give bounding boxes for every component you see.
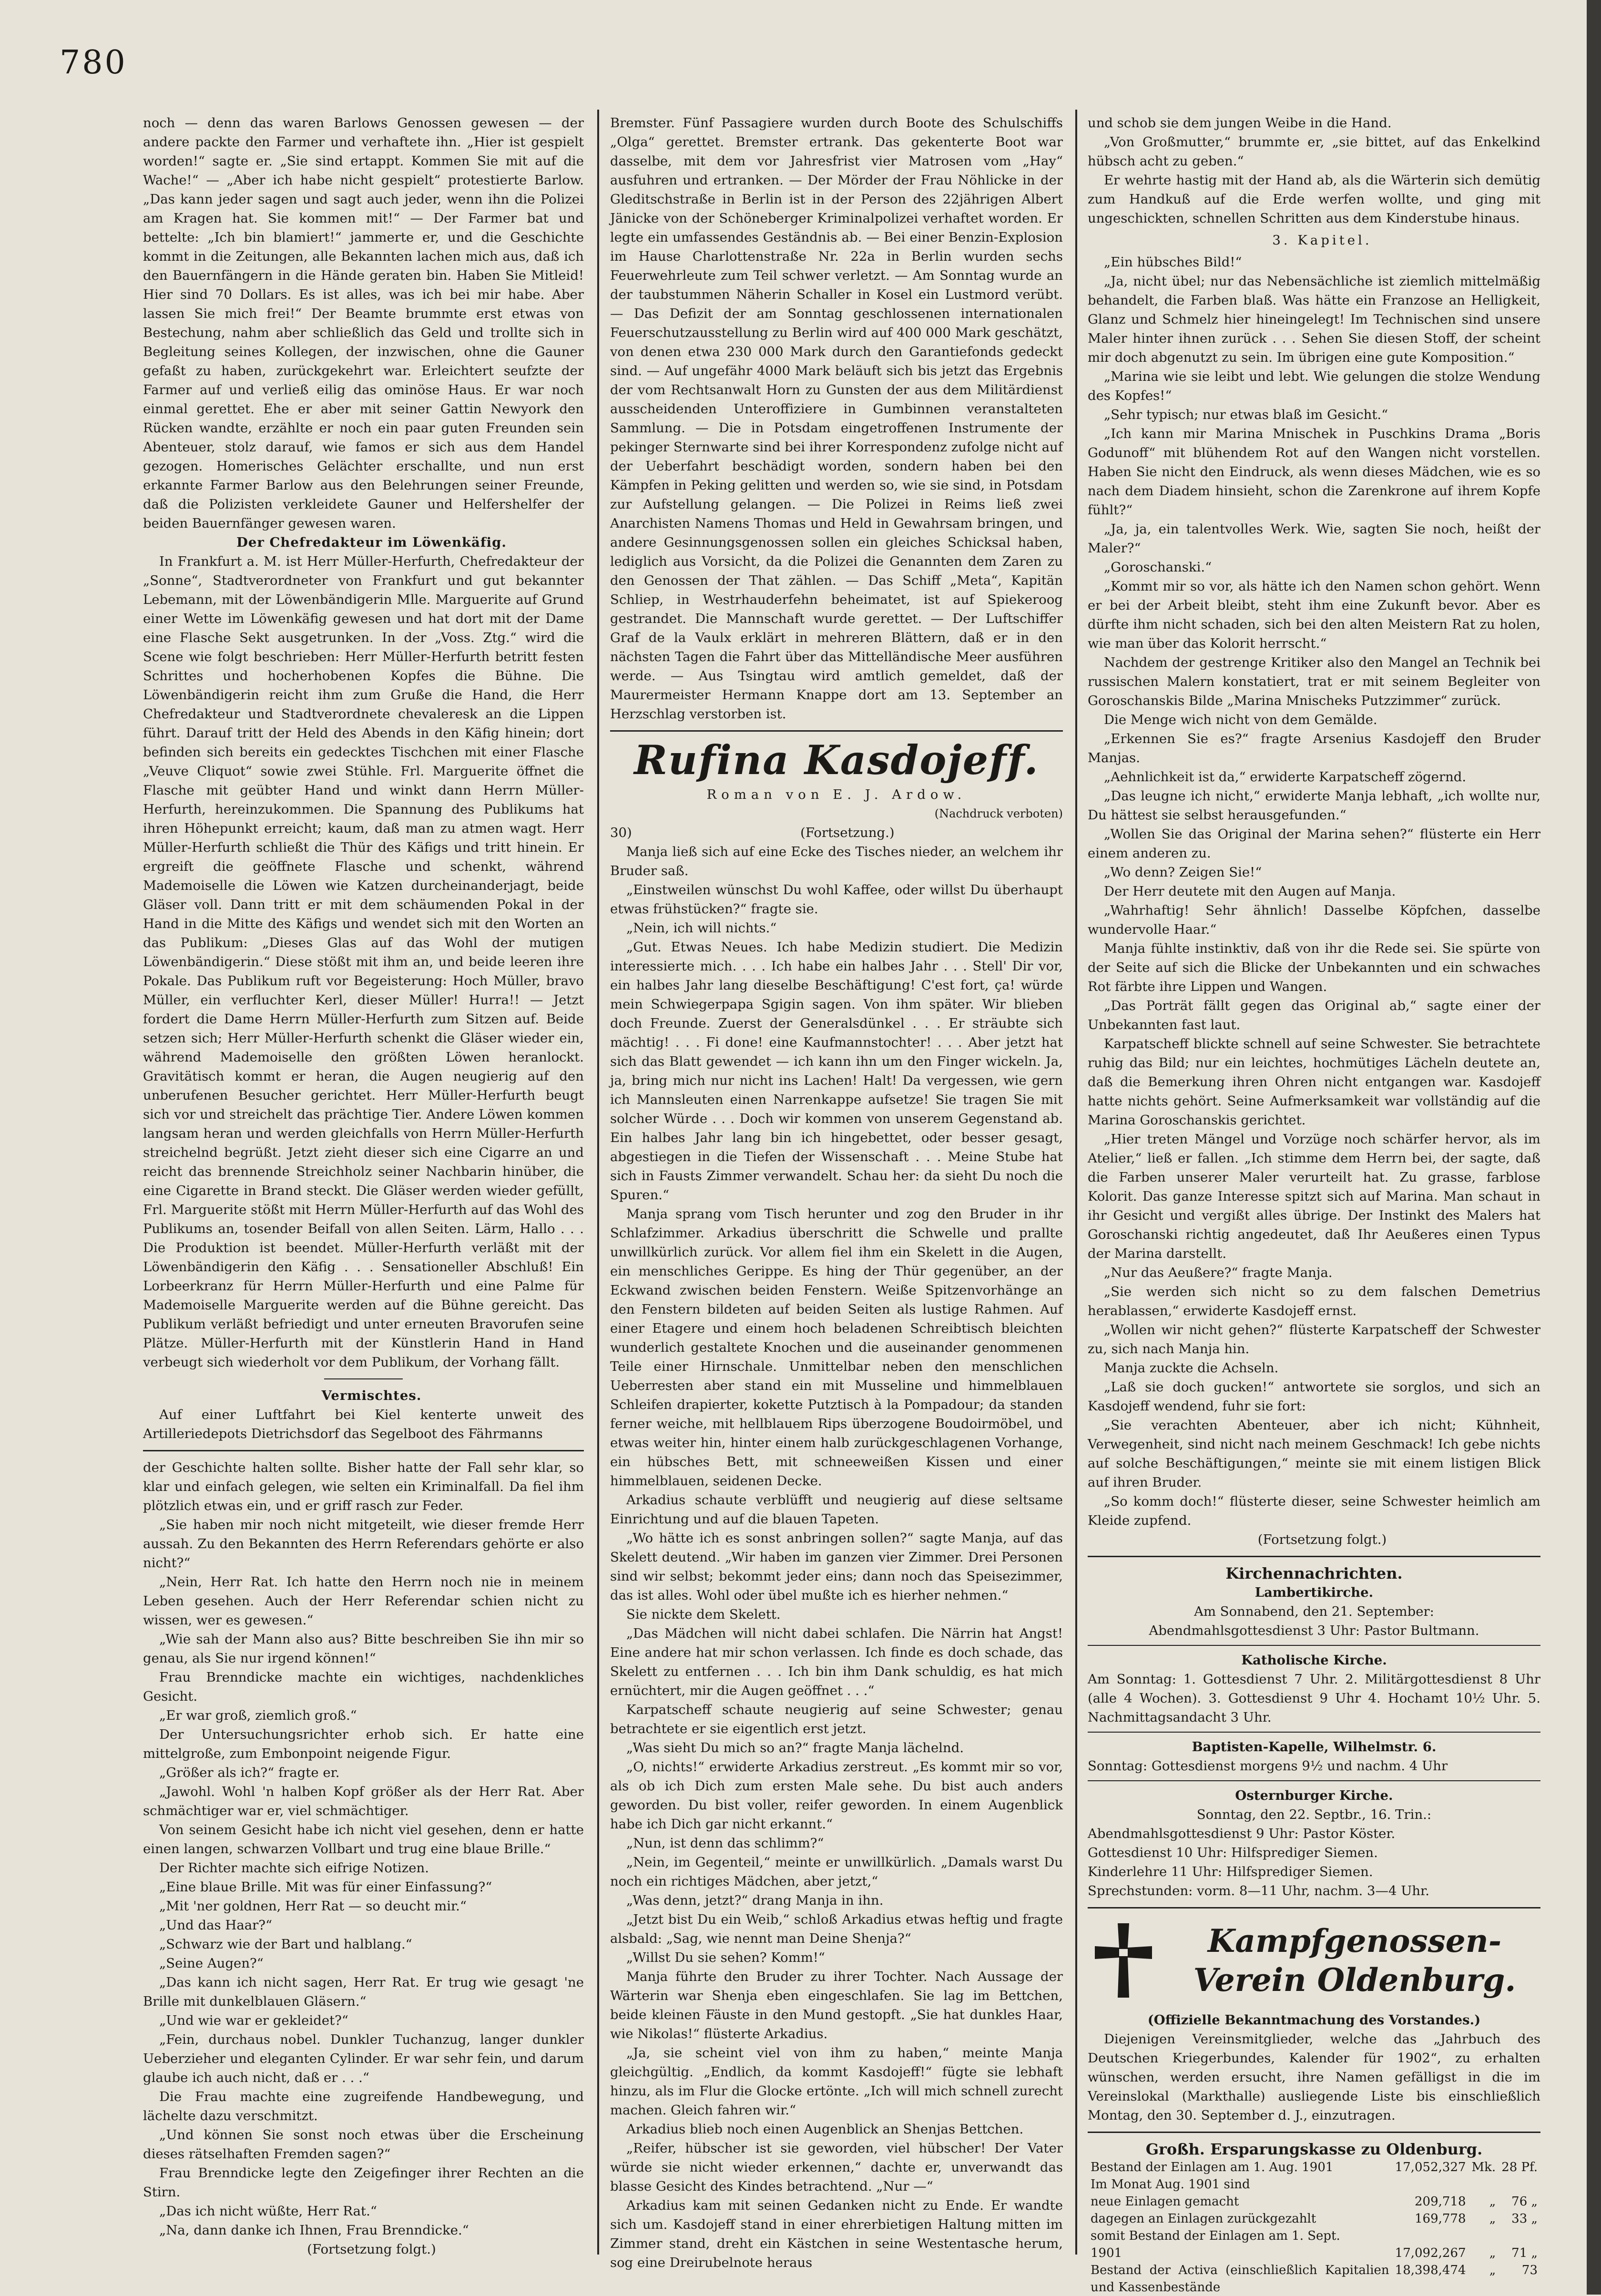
novel-text: „Das Mädchen will nicht dabei schlafen. Die Närrin hat Angst! Eine andere hat mir schon verlassen. Ich finde es doch schade, das Skelett zu entfernen . . . Ich bin ihm Dank schuldig, es hat mich ernüchtert, mir die Augen geöffnet . . .“ <box>610 1626 1063 1698</box>
catholic-title: Katholische Kirche. <box>1241 1653 1387 1668</box>
table-row <box>1088 2227 1540 2245</box>
novel-text: Arkadius blieb noch einen Augenblick an Shenjas Bettchen. <box>626 2122 1024 2137</box>
novel-text: „Sie werden sich nicht so zu dem falschen Demetrius herablassen,“ erwiderte Kasdojeff ernst. <box>1088 1284 1540 1318</box>
table-row <box>1088 2245 1540 2262</box>
savings-m <box>1469 2227 1499 2245</box>
story-text: „Jawohl. Wohl 'n halben Kopf größer als der Herr Rat. Aber schmächtiger war er, viel schmächtiger. <box>143 1784 584 1818</box>
table-row <box>1088 2262 1540 2296</box>
savings-value: 169,778 <box>1415 2212 1466 2226</box>
savings-table <box>1088 2159 1540 2296</box>
savings-value: 17,052,327 <box>1395 2160 1466 2174</box>
kampfgenossen-text: Diejenigen Vereinsmitglieder, welche das „Jahrbuch des Deutschen Kriegerbundes, Kalender für 1902“, zu erhalten wünschen, werden ersucht, ihre Namen gefälligst in die im Vereinslokal (Markthalle) ausliegende Liste bis einschließlich Montag, den 30. September d. J., einzutragen. <box>1088 2031 1540 2123</box>
novel-text: „Nun, ist denn das schlimm?“ <box>626 1836 824 1851</box>
story-text: „Na, dann danke ich Ihnen, Frau Brenndicke.“ <box>159 2223 469 2238</box>
catholic-text: Am Sonntag: 1. Gottesdienst 7 Uhr. 2. Militärgottesdienst 8 Uhr (alle 4 Wochen). 3. Gottesdienst 9 Uhr 4. Hochamt 10½ Uhr. 5. Nachmittagsandacht 3 Uhr. <box>1088 1672 1540 1725</box>
savings-m <box>1469 2176 1499 2193</box>
savings-m: „ <box>1489 2263 1496 2277</box>
story-text: „Und können Sie sonst noch etwas über die Erscheinung dieses rätselhaften Fremden sagen?“ <box>143 2127 584 2162</box>
savings-value: 17,092,267 <box>1395 2246 1466 2260</box>
iron-cross-icon <box>1088 1915 1159 2006</box>
novel-text: „Von Großmutter,“ brummte er, „sie bittet, auf das Enkelkind hübsch acht zu geben.“ <box>1088 134 1540 169</box>
novel-text: Arkadius kam mit seinen Gedanken nicht zu Ende. Er wandte sich um. Kasdojeff stand in einer ehrerbietigen Haltung mitten im Zimmer stand, dreht ein Kästchen in seine Westentasche herum, sog eine Dreirubelnote heraus <box>610 2198 1063 2270</box>
savings-value: 209,718 <box>1415 2194 1466 2209</box>
savings-m: Mk. <box>1471 2160 1496 2174</box>
novel-text: „Sehr typisch; nur etwas blaß im Gesicht.“ <box>1104 407 1388 422</box>
savings-pf: 76 „ <box>1511 2194 1538 2209</box>
article-heading: Der Chefredakteur im Löwenkäfig. <box>236 535 507 550</box>
novel-text: Sie nickte dem Skelett. <box>626 1607 781 1622</box>
story-text: „Größer als ich?“ fragte er. <box>159 1765 340 1780</box>
novel-text: Manja zuckte die Achseln. <box>1104 1360 1279 1376</box>
novel-text: und schob sie dem jungen Weibe in die Hand. <box>1088 115 1392 131</box>
novel-text: Manja führte den Bruder zu ihrer Tochter. Nach Aussage der Wärterin war Shenja eben eingeschlafen. Sie lag im Bettchen, beide kleinen Fäuste in den Mund gestopft. „Sie hat dunkles Haar, wie Nikolas!“ flüsterte Arkadius. <box>610 1969 1063 2041</box>
novel-text: „Aehnlichkeit ist da,“ erwiderte Karpatscheff zögernd. <box>1104 769 1467 785</box>
novel-text: „Laß sie doch gucken!“ antwortete sie sorglos, und sich an Kasdojeff wendend, fuhr sie fort: <box>1088 1379 1540 1414</box>
story-text: Der Richter machte sich eifrige Notizen. <box>159 1860 429 1876</box>
divider <box>1088 1732 1540 1733</box>
novel-text: „Das Porträt fällt gegen das Original ab,“ sagte einer der Unbekannten fast laut. <box>1088 998 1540 1032</box>
novel-text: Manja ließ sich auf eine Ecke des Tisches nieder, an welchem ihr Bruder saß. <box>610 844 1063 878</box>
divider <box>1088 2132 1540 2133</box>
story-text: „Seine Augen?“ <box>159 1956 264 1971</box>
novel-text: „Willst Du sie sehen? Komm!“ <box>626 1950 825 1965</box>
church-line: Abendmahlsgottesdienst 3 Uhr: Pastor Bultmann. <box>1149 1623 1479 1638</box>
novel-text: „Ja, sie scheint viel von ihm zu haben,“ meinte Manja gleichgültig. „Endlich, da kommt Kasdojeff!“ fügte sie lebhaft hinzu, als im Flur die Glocke ertönte. „Ich will mich schnell zurecht machen. Gleich fahren wir.“ <box>610 2045 1063 2118</box>
article-text: Auf einer Luftfahrt bei Kiel kenterte unweit des Artilleriedepots Dietrichsdorf das Segelboot des Fährmanns <box>143 1407 584 1441</box>
novel-text: „Marina wie sie leibt und lebt. Wie gelungen die stolze Wendung des Kopfes!“ <box>1088 369 1540 403</box>
copyright-note: (Nachdruck verboten) <box>934 807 1063 820</box>
osternburg-line: Kinderlehre 11 Uhr: Hilfsprediger Siemen. <box>1088 1864 1373 1879</box>
osternburg-line: Gottesdienst 10 Uhr: Hilfsprediger Siemen. <box>1088 1845 1378 1860</box>
novel-text: „Nein, ich will nichts.“ <box>626 920 777 936</box>
novel-text: „Nur das Aeußere?“ fragte Manja. <box>1104 1265 1333 1280</box>
savings-label: Bestand der Einlagen am 1. Aug. 1901 <box>1091 2160 1334 2174</box>
savings-pf: 28 Pf. <box>1501 2160 1538 2174</box>
kampfgenossen-ad <box>1088 1915 1540 2133</box>
novel-text: „Hier treten Mängel und Vorzüge noch schärfer hervor, als im Atelier,“ ließ er fallen. „Ich stimme dem Herrn bei, der sagte, daß die Farben unserer Maler verurteilt hat. Zu grasse, farblose Kolorit. Das ganze Interesse spitzt sich auf Marina. Man schaut in ihr Gesicht und vergißt alles übrige. Der Instinkt des Malers hat Goroschanski richtig angedeutet, daß Ihr Aeußeres einen Typus der Marina darstellt. <box>1088 1132 1540 1261</box>
story-text: der Geschichte halten sollte. Bisher hatte der Fall sehr klar, so klar und einfach gelegen, wie selten ein Kriminalfall. Da fiel ihm plötzlich etwas ein, und er griff rasch zur Feder. <box>143 1460 584 1513</box>
novel-text: „Das leugne ich nicht,“ erwiderte Manja lebhaft, „ich wollte nur, Du hättest sie selbst herausgefunden.“ <box>1088 788 1540 823</box>
divider <box>324 1378 403 1379</box>
savings-pf: 33 „ <box>1511 2212 1538 2226</box>
novel-text: Manja sprang vom Tisch herunter und zog den Bruder in ihr Schlafzimmer. Arkadius überschritt die Schwelle und prallte unwillkürlich zurück. Vor allem fiel ihm ein Skelett in die Augen, ein menschliches Gerippe. Es hing der Thür gegenüber, an der Eckwand zwischen beiden Fenstern. Weiße Spitzenvorhänge an den Fenstern bildeten auf beiden Seiten als lustige Rahmen. Auf einer Etagere und einem hoch beladenen Schreibtisch bleichten wunderlich gestaltete Knochen und die auseinander genommenen Teile einer Hirnschale. Unmittelbar neben den menschlichen Ueberresten aber stand ein mit Musseline und himmelblauen Schleifen drapierter, kokette Putztisch à la Pompadour; da standen ferner weiche, mit hellblauem Rips überzogene Boudoirmöbel, und etwas weiter hin, hinter einem halb zurückgeschlagenen Vorhange, ein hübsches Bett, mit schneeweißen Kissen und einer himmelblauen, seidenen Decke. <box>610 1206 1063 1489</box>
article-text: noch — denn das waren Barlows Genossen gewesen — der andere packte den Farmer und verhaftete ihn. „Hier ist gespielt worden!“ sagte er. „Sie sind ertappt. Kommen Sie mit auf die Wache!“ — „Aber ich habe nicht gespielt“ protestierte Barlow. „Das kann jeder sagen und sagt auch jeder, wenn ihn die Polizei am Kragen hat. Sie kommen mit!“ — Der Farmer bat und bettelte: „Ich bin blamiert!“ jammerte er, und die Geschichte kommt in die Zeitungen, alle Bekannten lachen mich aus, daß ich den Bauernfängern in die Hände geraten bin. Haben Sie Mitleid! Hier sind 70 Dollars. Es ist alles, was ich bei mir habe. Aber lassen Sie mich frei!“ Der Beamte brummte erst etwas von Bestechung, nahm aber schließlich das Geld und trollte sich in Begleitung seines Kollegen, der inzwischen, ohne die Gauner gefaßt zu haben, zurückgekehrt war. Erleichtert seufzte der Farmer auf und verließ eilig das ominöse Haus. Er war noch einmal gerettet. Ehe er aber mit seiner Gattin Newyork den Rücken wandte, erzählte er noch ein paar guten Freunden sein Abenteuer, stolz darauf, wie famos er sich aus dem Handel gezogen. Homerisches Gelächter erschallte, und nun erst erkannte Farmer Barlow aus den Belehrungen seiner Freunde, daß die Polizisten verkleidete Gauner und Helfershelfer der beiden Bauernfänger gewesen waren. <box>143 115 584 531</box>
novel-text: „Goroschanski.“ <box>1104 560 1212 575</box>
savings-value <box>1392 2227 1469 2245</box>
savings-label: Im Monat Aug. 1901 sind <box>1091 2177 1250 2192</box>
table-row <box>1088 2176 1540 2193</box>
novel-text: Er wehrte hastig mit der Hand ab, als die Wärterin sich demütig zum Handkuß auf die Erde werfen wollte, und ging mit ungeschickten, schnellen Schritten aus dem Kinderstube hinaus. <box>1088 173 1540 226</box>
story-text: „Das ich nicht wüßte, Herr Rat.“ <box>159 2204 377 2219</box>
novel-text: „Wo hätte ich es sonst anbringen sollen?“ sagte Manja, auf das Skelett deutend. „Wir haben im ganzen vier Zimmer. Drei Personen sind wir selbst; bekommt jeder eins; dann noch das Speisezimmer, das ist alles. Wohl oder übel mußte ich es hierher nehmen.“ <box>610 1531 1063 1603</box>
story-text: „Mit 'ner goldnen, Herr Rat — so deucht mir.“ <box>159 1898 467 1914</box>
osternburg-line: Sprechstunden: vorm. 8—11 Uhr, nachm. 3—4 Uhr. <box>1088 1883 1429 1898</box>
divider <box>1088 1907 1540 1908</box>
novel-text: „Einstweilen wünschst Du wohl Kaffee, oder willst Du überhaupt etwas frühstücken?“ fragte sie. <box>610 882 1063 917</box>
savings-pf: 71 „ <box>1511 2246 1538 2260</box>
story-text: „Wie sah der Mann also aus? Bitte beschreiben Sie ihn mir so genau, als Sie nur irgend können!“ <box>143 1632 584 1666</box>
novel-text: „Wollen wir nicht gehen?“ flüsterte Karpatscheff der Schwester zu, sich nach Manja hin. <box>1088 1322 1540 1357</box>
column-rule <box>597 110 599 2255</box>
novel-text: „Wo denn? Zeigen Sie!“ <box>1104 865 1262 880</box>
savings-bank-ad <box>1088 2140 1540 2296</box>
column-middle <box>610 113 1063 2270</box>
installment-note: (Fortsetzung.) <box>800 825 895 840</box>
continuation-note: (Fortsetzung folgt.) <box>1257 1532 1387 1547</box>
novel-text: „Wollen Sie das Original der Marina sehen?“ flüsterte ein Herr einem anderen zu. <box>1088 827 1540 861</box>
savings-value <box>1392 2176 1469 2193</box>
page-number: 780 <box>60 44 127 82</box>
novel-text: „Nein, im Gegenteil,“ meinte er unwillkürlich. „Damals warst Du noch ein richtiges Mädchen, aber jetzt,“ <box>610 1855 1063 1889</box>
story-text: „Eine blaue Brille. Mit was für einer Einfassung?“ <box>159 1879 492 1895</box>
divider <box>1088 1645 1540 1646</box>
novel-text: „Jetzt bist Du ein Weib,“ schloß Arkadius etwas heftig und fragte alsbald: „Sag, wie nennt man Deine Shenja?“ <box>610 1912 1063 1946</box>
story-text: Die Frau machte eine zugreifende Handbewegung, und lächelte dazu verschmitzt. <box>143 2089 584 2123</box>
novel-text: „So komm doch!“ flüsterte dieser, seine Schwester heimlich am Kleide zupfend. <box>1088 1494 1540 1528</box>
installment-number: 30) <box>610 825 632 840</box>
novel-text: „Reifer, hübscher ist sie geworden, viel hübscher! Der Vater würde sie nicht wieder erkennen,“ dachte er, unverwandt das blasse Gesicht des Kindes betrachtend. „Nur —“ <box>610 2141 1063 2194</box>
page-edge <box>1587 0 1601 2295</box>
osternburg-line: Abendmahlsgottesdienst 9 Uhr: Pastor Köster. <box>1088 1826 1396 1841</box>
table-row <box>1088 2193 1540 2210</box>
story-text: „Und das Haar?“ <box>159 1918 273 1933</box>
savings-label: Bestand der Activa (einschließlich Kapitalien und Kassenbestände <box>1091 2263 1389 2295</box>
novel-text: „Ja, nicht übel; nur das Nebensächliche ist ziemlich mittelmäßig behandelt, die Farben blaß. Was hätte ein Franzose an Helligkeit, Glanz und Schmelz hier hineingelegt! Im Technischen sind unsere Maler hinter ihnen zurück . . . Sehen Sie diesen Stoff, der scheint mir doch abgenutzt zu sein. Im übrigen eine gute Komposition.“ <box>1088 274 1540 365</box>
savings-pf: 73 <box>1521 2263 1538 2277</box>
novel-text: Karpatscheff schaute neugierig auf seine Schwester; genau betrachtete er sie eigentlich erst jetzt. <box>610 1702 1063 1736</box>
novel-text: „Ich kann mir Marina Mnischek in Puschkins Drama „Boris Godunoff“ mit blühendem Rot auf den Wangen nicht vorstellen. Haben Sie nicht den Eindruck, als wenn dieses Mädchen, wie es so nach dem Diadem hinsieht, schon die Zarenkrone auf ihrem Kopfe fühlt?“ <box>1088 426 1540 518</box>
column-left <box>143 113 584 2257</box>
novel-author: Roman von E. J. Ardow. <box>706 787 967 802</box>
story-text: Frau Brenndicke legte den Zeigefinger ihrer Rechten an die Stirn. <box>143 2165 584 2200</box>
story-text: Frau Brenndicke machte ein wichtiges, nachdenkliches Gesicht. <box>143 1670 584 1704</box>
novel-text: „Was denn, jetzt?“ drang Manja in ihn. <box>626 1893 884 1908</box>
savings-m: „ <box>1489 2246 1496 2260</box>
story-text: „Fein, durchaus nobel. Dunkler Tuchanzug, langer dunkler Ueberzieher und eleganten Cylinder. Er war sehr fein, und darum glaube ich auch nicht, daß er . . .“ <box>143 2032 584 2085</box>
story-text: „Er war groß, ziemlich groß.“ <box>159 1708 357 1723</box>
novel-text: „Ja, ja, ein talentvolles Werk. Wie, sagten Sie noch, heißt der Maler?“ <box>1088 521 1540 556</box>
novel-text: „Sie verachten Abenteuer, aber ich nicht; Kühnheit, Verwegenheit, sind nicht nach meinem Geschmack! Ich gebe nichts auf solche Beschäftigungen,“ meinte sie mit einem listigen Blick auf ihren Bruder. <box>1088 1418 1540 1490</box>
article-text: In Frankfurt a. M. ist Herr Müller-Herfurth, Chefredakteur der „Sonne“, Stadtverordneter von Frankfurt und gut bekannter Lebemann, mit der Löwenbändigerin Mlle. Marguerite auf Grund einer Wette im Löwenkäfig gewesen und hat dort mit der Dame eine Flasche Sekt ausgetrunken. In der „Voss. Ztg.“ wird die Scene wie folgt beschrieben: Herr Müller-Herfurth betritt festen Schrittes und hocherhobenen Kopfes die Bühne. Die Löwenbändigerin reicht ihm zum Gruße die Hand, die Herr Chefredakteur und Stadtverordnete chevaleresk an die Lippen führt. Darauf tritt der Held des Abends in den Käfig hinein; dort befinden sich bereits ein gedecktes Tischchen mit einer Flasche „Veuve Cliquot“ sowie zwei Stühle. Frl. Marguerite öffnet die Flasche mit geübter Hand und winkt dann Herrn Müller-Herfurth, hereinzukommen. Die Spannung des Publikums hat ihren Höhepunkt erreicht; kaum, daß man zu atmen wagt. Herr Müller-Herfurth schließt die Thür des Käfigs und tritt hinein. Er ergreift die geöffnete Flasche und schenkt, während Mademoiselle die Löwen wie Katzen durcheinanderjagt, beide Gläser voll. Dann tritt er mit dem schäumenden Pokal in der Hand in die Mitte des Käfigs und wendet sich mit den Worten an das Publikum: „Dieses Glas auf das Wohl der mutigen Löwenbändigerin.“ Diese stößt mit ihm an, und beide leeren ihre Pokale. Das Publikum ruft vor Begeisterung: Hoch Müller, bravo Müller, ein verfluchter Kerl, dieser Müller! Hurra!! — Jetzt fordert die Dame Herrn Müller-Herfurth zum Sitzen auf. Beide setzen sich; Herr Müller-Herfurth schenkt die Gläser wieder ein, während Mademoiselle den größten Löwen heranlockt. Gravitätisch kommt er heran, die Augen neugierig auf den unberufenen Besucher gerichtet. Herr Müller-Herfurth beugt sich vor und streichelt das prächtige Tier. Andere Löwen kommen langsam heran und werden gleichfalls von Herrn Müller-Herfurth streichelnd begrüßt. Jetzt zieht dieser sich eine Cigarre an und reicht das brennende Streichholz seiner Nachbarin hinüber, die eine Cigarette in Brand steckt. Die Gläser werden wieder gefüllt, Frl. Marguerite stößt mit Herrn Müller-Herfurth auf das Wohl des Publikums an, tosender Beifall von allen Seiten. Lärm, Hallo . . . Die Produktion ist beendet. Müller-Herfurth verläßt mit der Löwenbändigerin den Käfig . . . Sensationeller Abschluß! Ein Lorbeerkranz für Herrn Müller-Herfurth und eine Palme für Mademoiselle Marguerite werden auf die Bühne gereicht. Das Publikum verläßt befriedigt und unter erneuten Bravorufen seine Plätze. Müller-Herfurth mit der Künstlerin Hand in Hand verbeugt sich wiederholt vor dem Publikum, der Vorhang fällt. <box>143 554 584 1370</box>
osternburg-title: Osternburger Kirche. <box>1235 1788 1393 1803</box>
novel-text: „Kommt mir so vor, als hätte ich den Namen schon gehört. Wenn er bei der Arbeit bleibt, steht ihm eine Zukunft bevor. Aber es dürfte ihm nicht schaden, sich bei den alten Meistern Rat zu holen, wie man über das Kolorit herrscht.“ <box>1088 579 1540 651</box>
chapter-heading: 3. Kapitel. <box>1272 233 1372 248</box>
novel-text: Der Herr deutete mit den Augen auf Manja. <box>1104 884 1396 899</box>
church-title: Kirchennachrichten. <box>1225 1564 1403 1582</box>
church-subtitle: Lambertikirche. <box>1254 1585 1374 1600</box>
story-text: Der Untersuchungsrichter erhob sich. Er hatte eine mittelgroße, zum Embonpoint neigende Figur. <box>143 1727 584 1761</box>
news-text: Bremster. Fünf Passagiere wurden durch Boote des Schulschiffs „Olga“ gerettet. Bremster ertrank. Das gekenterte Boot war dasselbe, mit dem vor Jahresfrist vier Matrosen vom „Hay“ ausfuhren und ertranken. — Der Mörder der Frau Nöhlicke in der Gleditschstraße in Berlin ist in der Person des 22jährigen Albert Jänicke von der Schöneberger Kriminalpolizei verhaftet worden. Er legte ein umfassendes Geständnis ab. — Bei einer Benzin-Explosion im Hause Charlottenstraße Nr. 22a in Berlin wurden sechs Feuerwehrleute zum Teil schwer verletzt. — Am Sonntag wurde an der taubstummen Näherin Schaller in Kosel ein Lustmord verübt. — Das Defizit der am Sonntag geschlossenen internationalen Feuerschutzausstellung zu Berlin wird auf 400 000 Mark geschätzt, von denen etwa 230 000 Mark durch den Garantiefonds gedeckt sind. — Auf ungefähr 4000 Mark beläuft sich bis jetzt das Ergebnis der vom Rechtsanwalt Horn zu Gunsten der aus dem Militärdienst ausscheidenden Unteroffiziere in Gumbinnen veranstalteten Sammlung. — Die in Potsdam eingetroffenen Instrumente der pekinger Sternwarte sind bei ihrer Korrespondenz zufolge nicht auf der Ueberfahrt beschädigt worden, sondern haben bei den Kämpfen in Peking gelitten und werden so, wie sie sind, in Potsdam zur Aufstellung gelangen. — Die Polizei in Reims ließ zwei Anarchisten Namens Thomas und Held in Gewahrsam bringen, und andere Gesinnungsgenossen sollen ein gleiches Schicksal haben, lediglich aus Vorsicht, da die Polizei die Genannten dem Zaren zu den Genossen der That zählen. — Das Schiff „Meta“, Kapitän Schliep, in Westrhauderfehn beheimatet, ist auf Spiekeroog gestrandet. Die Mannschaft wurde gerettet. — Der Luftschiffer Graf de la Vaulx erklärt in mehreren Blättern, daß er in den nächsten Tagen die Fahrt über das Mittelländische Meer ausführen werde. — Aus Tsingtau wird amtlich gemeldet, daß der Maurermeister Hermann Knappe dort am 13. September an Herzschlag verstorben ist. <box>610 115 1063 722</box>
church-notices <box>1088 1556 1540 1908</box>
novel-text: „O, nichts!“ erwiderte Arkadius zerstreut. „Es kommt mir so vor, als ob ich Dich zum ersten Male sehe. Du bist auch anders geworden. Du bist voller, reifer geworden. In einem Augenblick habe ich Dich gar nicht erkannt.“ <box>610 1759 1063 1832</box>
story-text: „Sie haben mir noch nicht mitgeteilt, wie dieser fremde Herr aussah. Zu den Bekannten des Herrn Referendars gehörte er also nicht?“ <box>143 1517 584 1571</box>
novel-text: „Ein hübsches Bild!“ <box>1104 255 1242 270</box>
savings-m: „ <box>1489 2212 1496 2226</box>
novel-title: Rufina Kasdojeff. <box>610 730 1063 785</box>
savings-pf <box>1499 2227 1540 2245</box>
novel-text: Karpatscheff blickte schnell auf seine Schwester. Sie betrachtete ruhig das Bild; nur ein leichtes, hochmütiges Lächeln deutete an, daß die Bemerkung ihren Ohren nicht entgangen war. Kasdojeff hatte nichts gehört. Seine Aufmerksamkeit war vollständig auf die Marina Goroschanskis gerichtet. <box>1088 1036 1540 1128</box>
section-heading: Vermischtes. <box>321 1388 422 1403</box>
story-text: Von seinem Gesicht habe ich nicht viel gesehen, denn er hatte einen langen, schwarzen Vollbart und trug eine blaue Brille.“ <box>143 1822 584 1857</box>
savings-pf <box>1499 2176 1540 2193</box>
novel-text: „Gut. Etwas Neues. Ich habe Medizin studiert. Die Medizin interessierte mich. . . . Ich habe ein halbes Jahr . . . Stell' Dir vor, ein halbes Jahr lang dieselbe Beschäftigung! C'est fort, ça! würde mein Schwiegerpapa Sgigin sagen. Von ihm später. Wir blieben doch Freunde. Zuerst der Generalsdünkel . . . Er sträubte sich mächtig! . . . Fi done! eine Kaufmannstochter! . . . Aber jetzt hat sich das Blatt gewendet — ich kann ihn um den Finger wickeln. Ja, ja, bring mich nur nicht ins Lachen! Halt! Da vergessen, wie gern ich Mannsleuten einen Narrenkappe aufsetze! Sie tragen Sie mit solcher Würde . . . Doch wir kommen von unserem Gegenstand ab. Ein halbes Jahr lang bin ich hingebettet, oder besser gesagt, abgestiegen in die Tiefen der Wissenschaft . . . Meine Stube hat sich in Fausts Zimmer verwandelt. Schau her: da sieht Du noch die Spuren.“ <box>610 939 1063 1203</box>
savings-label: somit Bestand der Einlagen am 1. Sept. <box>1091 2229 1340 2243</box>
savings-value: 18,398,474 <box>1395 2263 1466 2277</box>
savings-label: neue Einlagen gemacht <box>1091 2194 1239 2209</box>
table-row <box>1088 2210 1540 2227</box>
column-rule <box>1075 110 1077 2255</box>
kampfgenossen-subtitle: (Offizielle Bekanntmachung des Vorstandes.) <box>1147 2012 1481 2028</box>
church-date: Am Sonnabend, den 21. September: <box>1194 1604 1434 1619</box>
novel-text: Die Menge wich nicht von dem Gemälde. <box>1104 712 1377 727</box>
savings-m: „ <box>1489 2194 1496 2209</box>
osternburg-date: Sonntag, den 22. Septbr., 16. Trin.: <box>1196 1807 1432 1822</box>
divider <box>143 1450 584 1451</box>
column-right <box>1088 113 1540 2295</box>
novel-text: Nachdem der gestrenge Kritiker also den Mangel an Technik bei russischen Malern konstatiert, trat er mit seinem Begleiter von Goroschanskis Bilde „Marina Mnischeks Putzzimmer“ zurück. <box>1088 655 1540 708</box>
baptist-title: Baptisten-Kapelle, Wilhelmstr. 6. <box>1192 1739 1437 1755</box>
table-row <box>1088 2159 1540 2176</box>
novel-text: Manja fühlte instinktiv, daß von ihr die Rede sei. Sie spürte von der Seite auf sich die Blicke der Unbekannten und ein schwaches Rot färbte ihre Lippen und Wangen. <box>1088 941 1540 994</box>
novel-text: Arkadius schaute verblüfft und neugierig auf diese seltsame Einrichtung und auf die blauen Tapeten. <box>610 1492 1063 1527</box>
story-text: „Und wie war er gekleidet?“ <box>159 2013 348 2028</box>
story-text: „Nein, Herr Rat. Ich hatte den Herrn noch nie in meinem Leben gesehen. Auch der Herr Referendar schien nicht zu wissen, wer es gewesen.“ <box>143 1574 584 1628</box>
novel-text: „Erkennen Sie es?“ fragte Arsenius Kasdojeff den Bruder Manjas. <box>1088 731 1540 765</box>
kampfgenossen-title: Kampfgenossen-Verein Oldenburg. <box>1193 1922 1516 1999</box>
divider <box>1088 1780 1540 1781</box>
story-text: „Schwarz wie der Bart und halblang.“ <box>159 1937 412 1952</box>
savings-title: Großh. Ersparungskasse zu Oldenburg. <box>1145 2140 1483 2158</box>
continuation-note: (Fortsetzung folgt.) <box>307 2242 436 2257</box>
divider <box>1088 1556 1540 1557</box>
savings-label: 1901 <box>1091 2246 1122 2260</box>
baptist-text: Sonntag: Gottesdienst morgens 9½ und nachm. 4 Uhr <box>1088 1758 1448 1774</box>
story-text: „Das kann ich nicht sagen, Herr Rat. Er trug wie gesagt 'ne Brille mit dunkelblauen Gläsern.“ <box>143 1975 584 2009</box>
novel-text: „Wahrhaftig! Sehr ähnlich! Dasselbe Köpfchen, dasselbe wundervolle Haar.“ <box>1088 903 1540 937</box>
novel-text: „Was sieht Du mich so an?“ fragte Manja lächelnd. <box>626 1740 964 1755</box>
savings-label: dagegen an Einlagen zurückgezahlt <box>1091 2212 1316 2226</box>
